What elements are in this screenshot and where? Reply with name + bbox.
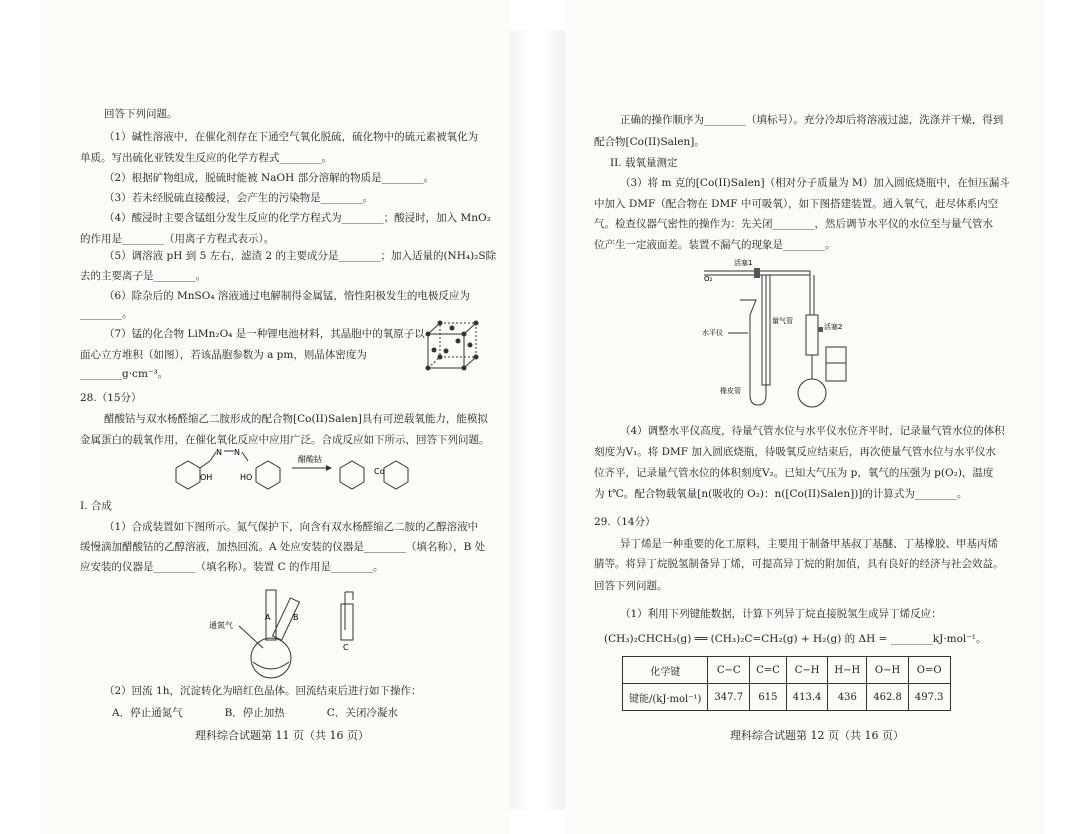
valve2-label: 活塞2	[824, 323, 843, 331]
left-line: （7）锰的化合物 LiMn₂O₄ 是一种锂电池材料，其晶胞中的氧原子以	[104, 328, 425, 340]
left-line: ________。	[80, 308, 133, 320]
question-28-heading: 28.（15分）	[80, 392, 142, 404]
left-line: （2）根据矿物组成，脱硫时能被 NaOH 部分溶解的物质是________。	[104, 172, 435, 184]
left-line: （3）若未经脱硫直接酸浸，会产生的污染物是________。	[104, 192, 374, 204]
left-line: 的作用是________（用离子方程式表示）。	[80, 233, 275, 245]
left-line: （4）酸浸时主要含锰组分发生反应的化学方程式为________；酸浸时，加入 MnO₂	[104, 212, 491, 224]
right-line: （1）利用下列键能数据，计算下列异丁烷直接脱氢生成异丁烯反应：	[620, 608, 942, 620]
table-header-cell: C=C	[750, 657, 787, 684]
table-cell: 462.8	[867, 684, 909, 711]
table-cell: 497.3	[908, 684, 950, 711]
left-line: （5）调溶液 pH 到 5 左右，滤渣 2 的主要成分是________；加入适量的(NH₄)₂S除	[104, 250, 497, 262]
scheme-n1: N	[216, 448, 222, 457]
burette-label: 量气管	[772, 317, 793, 325]
apparatus-label-b: B	[293, 613, 299, 622]
table-cell: 413.4	[786, 684, 828, 711]
right-line: （3）将 m 克的[Co(II)Salen]（相对分子质量为 M）加入圆底烧瓶中，在恒压漏斗	[620, 177, 1010, 189]
left-line: （6）除杂后的 MnSO₄ 溶液通过电解制得金属锰，惰性阳极发生的电极反应为	[104, 290, 470, 302]
left-line: 面心立方堆积（如图），若该晶胞参数为 a pm，则晶体密度为	[80, 349, 367, 361]
right-line: 位齐平，记录量气管水位的体积刻度V₂。已知大气压为 p，氧气的压强为 p(O₂)，温度	[594, 467, 994, 479]
valve1-label: 活塞1	[734, 259, 753, 267]
right-line: （4）调整水平仪高度，待量气管水位与水平仪水位齐平时，记录量气管水位的体积	[620, 425, 1005, 437]
table-cell: 347.7	[708, 684, 750, 711]
table-row-label: 键能/(kJ·mol⁻¹)	[623, 684, 708, 711]
right-line: 回答下列问题。	[594, 580, 668, 592]
right-line: 刻度为V₁。将 DMF 加入圆底烧瓶，待吸氧反应结束后，再次使量气管水位与水平仪水	[594, 446, 996, 458]
right-line: 中加入 DMF（配合物在 DMF 中可吸氧），如下图搭建装置。通入氧气，赶尽体系内空	[594, 198, 999, 210]
table-header-cell: 化学键	[623, 657, 708, 684]
table-cell: 436	[828, 684, 867, 711]
question-29-heading: 29.（14分）	[594, 516, 656, 528]
table-header-cell: C−H	[786, 657, 828, 684]
apparatus-label-n2: 通氮气	[209, 621, 233, 630]
section-synthesis-heading: I. 合成	[80, 500, 112, 512]
right-line: 正确的操作顺序为________（填标号）。充分冷却后将溶液过滤，洗涤并干燥，得到	[620, 114, 1004, 126]
table-cell: 615	[750, 684, 787, 711]
left-line: ________g·cm⁻³。	[80, 368, 169, 380]
scheme-co: Co	[374, 467, 385, 476]
table-header-cell: C−C	[708, 657, 750, 684]
level-label: 水平仪	[702, 329, 723, 337]
left-options: A．停止通氮气 B．停止加热 C．关闭冷凝水	[112, 707, 398, 719]
bond-energy-table	[622, 656, 951, 711]
table-header-cell: O=O	[908, 657, 950, 684]
right-line: 配合物[Co(II)Salen]。	[594, 136, 705, 148]
scheme-reagent: 醋酸钴	[298, 455, 322, 464]
right-line: 为 t℃。配合物载氧量[n(吸收的 O₂)：n([Co(II)Salen])]的计算式为________。	[594, 488, 968, 500]
left-line: 去的主要离子是________。	[80, 270, 206, 282]
left-line: （1）碱性溶液中，在催化剂存在下通空气氧化脱硫，硫化物中的硫元素被氧化为	[104, 131, 479, 143]
scheme-n2: N	[234, 448, 240, 457]
apparatus-label-a: A	[265, 613, 271, 622]
section-oxygen-heading: II. 载氧量测定	[610, 157, 678, 169]
scheme-oh-right: HO	[240, 473, 253, 482]
synthesis-apparatus	[205, 580, 385, 680]
left-footer: 理科综合试题第 11 页（共 16 页）	[195, 729, 369, 742]
left-line: 应安装的仪器是________（填名称）。装置 C 的作用是________。	[80, 561, 384, 573]
left-line: 醋酸钴与双水杨醛缩乙二胺形成的配合物[Co(II)Salen]具有可逆载氧能力，能模拟	[104, 413, 488, 425]
table-header-cell: H−H	[828, 657, 867, 684]
right-line: 腈等。将异丁烷脱氢制备异丁烯，可提高异丁烷的附加值，具有良好的经济与社会效益。	[594, 558, 1004, 570]
apparatus-label-c: C	[343, 643, 349, 652]
table-header-row	[623, 657, 951, 684]
right-footer: 理科综合试题第 12 页（共 16 页）	[730, 729, 904, 742]
right-line: 气。检查仪器气密性的操作为：先关闭________，然后调节水平仪的水位至与量气管水	[594, 218, 993, 230]
apparatus-o2-label: O₂	[704, 275, 713, 283]
left-line: 回答下列问题。	[104, 108, 178, 120]
reaction-scheme	[160, 446, 410, 496]
hose-label: 橡皮管	[720, 387, 741, 395]
crystal-cell-figure	[424, 320, 484, 372]
left-line: 单质。写出硫化亚铁发生反应的化学方程式________。	[80, 152, 332, 164]
table-header-cell: O−H	[867, 657, 909, 684]
right-line: 位产生一定液面差。装置不漏气的现象是________。	[594, 239, 836, 251]
left-line: （1）合成装置如下图所示。氮气保护下，向含有双水杨醛缩乙二胺的乙醇溶液中	[104, 521, 479, 533]
scheme-oh-left: OH	[200, 473, 213, 482]
left-line: 缓慢滴加醋酸钴的乙醇溶液，加热回流。A 处应安装的仪器是________（填名称），B 处	[80, 541, 486, 553]
right-line: 异丁烯是一种重要的化工原料，主要用于制备甲基叔丁基醚、丁基橡胶、甲基丙烯	[620, 538, 998, 550]
table-row	[623, 684, 951, 711]
oxygen-apparatus	[700, 255, 860, 420]
page-fold	[510, 30, 565, 810]
reaction-equation: (CH₃)₂CHCH₃(g) ══ (CH₃)₂C=CH₂(g) + H₂(g) 的 ΔH = ________kJ·mol⁻¹。	[604, 633, 987, 645]
left-line: （2）回流 1h，沉淀转化为暗红色晶体。回流结束后进行如下操作：	[104, 685, 422, 697]
left-line: 金属蛋白的载氧作用，在催化氧化反应中应用广泛。合成反应如下所示，回答下列问题。	[80, 434, 490, 446]
